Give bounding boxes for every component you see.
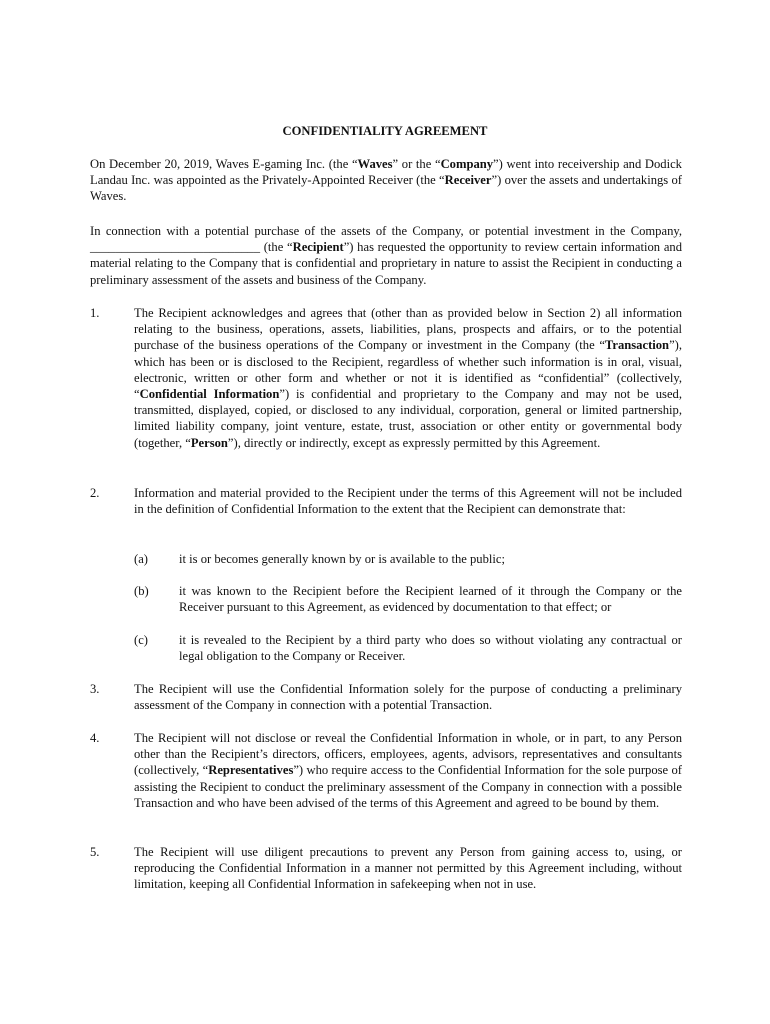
defined-term-representatives: Representatives bbox=[208, 763, 294, 778]
section-number: 2. bbox=[90, 486, 100, 500]
defined-term-confidential-information: Confidential Information bbox=[139, 387, 280, 402]
section-number: 4. bbox=[90, 731, 100, 745]
intro-paragraph-receivership: On December 20, 2019, Waves E-gaming Inc. (the “Waves” or the “Company”) went into receivership and Dodick Landau Inc. was appointed as the Privately-Appointed Receiver (the “Receiver”) over the assets and undertakings of Waves. bbox=[90, 157, 682, 204]
section-body: The Recipient will use the Confidential Information solely for the purpose of conducting a preliminary assessment of the Company in connection with a potential Transaction. bbox=[134, 682, 682, 713]
section-body: The Recipient will not disclose or reveal the Confidential Information in whole, or in part, to any Person other than the Recipient’s directors, officers, employees, agents, advisors, representatives and consultants (collectively, “Representatives”) who require access to the Confidential Information for the sole purpose of assisting the Recipient to conduct the preliminary assessment of the Company in connection with a possible Transaction and who have been advised of the terms of this Agreement and agreed to be bound by them. bbox=[134, 731, 682, 810]
defined-term-person: Person bbox=[190, 435, 228, 450]
section-body: Information and material provided to the Recipient under the terms of this Agreement will not be included in the definition of Confidential Information to the extent that the Recipient can demonstrate that: bbox=[134, 486, 682, 517]
subsection-label: (c) bbox=[134, 633, 148, 647]
section-body: The Recipient will use diligent precautions to prevent any Person from gaining access to, using, or reproducing the Confidential Information in a manner not permitted by this Agreement including, without limitation, keeping all Confidential Information in safekeeping when not in use. bbox=[134, 845, 682, 892]
section-number: 3. bbox=[90, 682, 100, 696]
section-body: The Recipient acknowledges and agrees that (other than as provided below in Section 2) all information relating to the business, operations, assets, liabilities, plans, prospects and affairs, or to the potential purchase of the business operations of the Company or investment in the Company (the “Transaction”), which has been or is disclosed to the Recipient, regardless of whether such information is in oral, visual, electronic, written or other form and whether or not it is identified as “confidential” (collectively, “Confidential Information”) is confidential and proprietary to the Company and may not be used, transmitted, displayed, copied, or disclosed to any individual, corporation, general or limited partnership, limited liability company, joint venture, estate, trust, association or other entity or governmental body (together, “Person”), directly or indirectly, except as expressly permitted by this Agreement. bbox=[134, 306, 682, 450]
section-number: 5. bbox=[90, 845, 100, 859]
defined-term-company: Company bbox=[440, 157, 494, 171]
section-number: 1. bbox=[90, 306, 100, 320]
defined-term-recipient: Recipient bbox=[292, 240, 344, 255]
subsection-label: (b) bbox=[134, 584, 149, 598]
defined-term-waves: Waves bbox=[357, 157, 393, 171]
subsection-text: it was known to the Recipient before the Recipient learned of it through the Company or the Receiver pursuant to this Agreement, as evidenced by documentation to that effect; or bbox=[179, 584, 682, 615]
defined-term-receiver: Receiver bbox=[444, 173, 492, 188]
defined-term-transaction: Transaction bbox=[604, 338, 670, 353]
subsection-text: it is or becomes generally known by or is available to the public; bbox=[179, 552, 505, 566]
subsection-label: (a) bbox=[134, 552, 148, 566]
document-title: CONFIDENTIALITY AGREEMENT bbox=[282, 124, 488, 138]
subsection-text: it is revealed to the Recipient by a third party who does so without violating any contractual or legal obligation to the Company or Receiver. bbox=[179, 633, 682, 664]
intro-paragraph-recipient: In connection with a potential purchase of the assets of the Company, or potential investment in the Company, ___________________________ (the “Recipient”) has requested the opportunity to review certain information and material relating to the Company that is confidential and proprietary in nature to assist the Recipient in conducting a preliminary assessment of the assets and business of the Company. bbox=[90, 224, 682, 287]
